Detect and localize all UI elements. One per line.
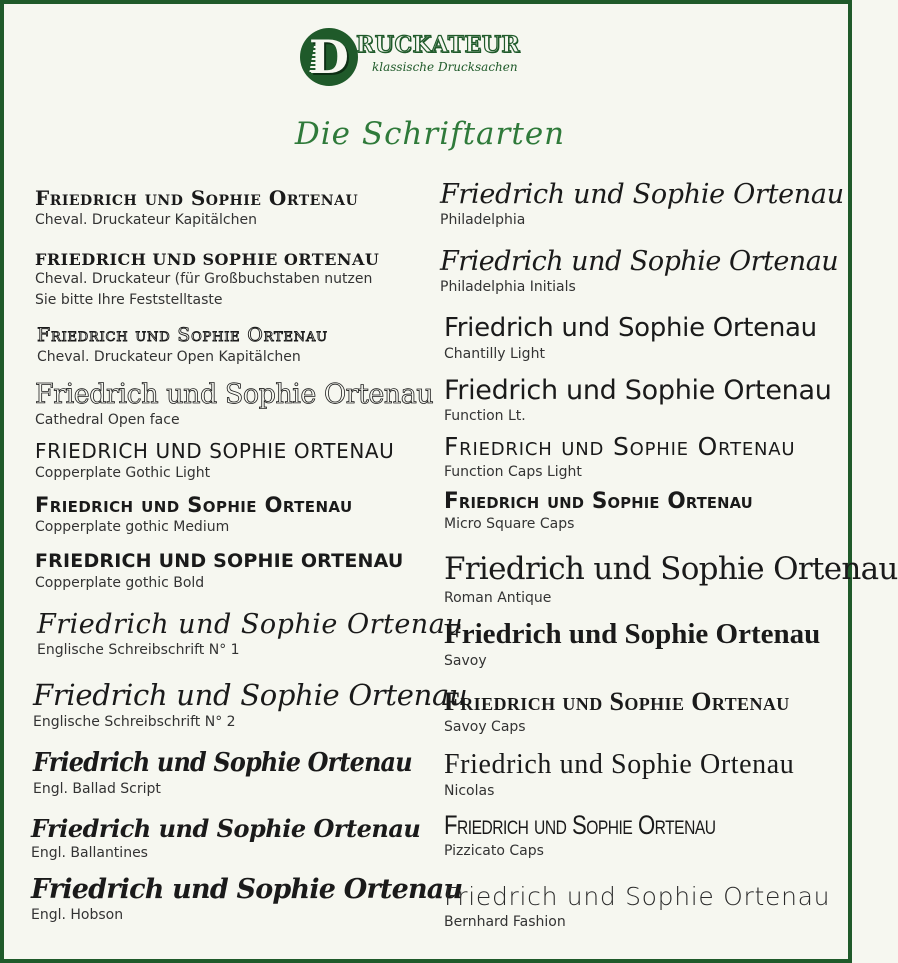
font-name: Nicolas: [444, 783, 495, 800]
font-sample: Friedrich und Sophie Ortenau: [33, 748, 412, 778]
font-specimen: [37, 325, 328, 368]
font-sample: Friedrich und Sophie Ortenau: [444, 810, 716, 840]
logo-tagline: klassische Drucksachen: [372, 60, 518, 74]
font-sample: Friedrich und Sophie Ortenau: [444, 551, 898, 587]
font-sample: Friedrich und Sophie Ortenau: [444, 313, 817, 343]
font-sample: FRIEDRICH UND SOPHIE ORTENAU: [35, 439, 395, 463]
font-name: Philadelphia: [440, 212, 526, 229]
font-specimen: [35, 493, 353, 538]
font-sample: Friedrich und Sophie Ortenau: [440, 246, 839, 277]
font-specimen: [444, 489, 759, 535]
font-sample: Friedrich und Sophie Ortenau: [35, 493, 353, 517]
font-sample: Friedrich und Sophie Ortenau: [35, 379, 434, 410]
font-name: Function Lt.: [444, 408, 526, 425]
font-specimen: [440, 246, 838, 298]
font-name: Micro Square Caps: [444, 516, 575, 533]
font-specimen: [33, 749, 445, 800]
font-name: Cheval. Druckateur Open Kapitälchen: [37, 348, 301, 365]
font-specimen: [440, 179, 844, 231]
font-name: Englische Schreibschrift N° 2: [33, 714, 236, 731]
font-name: Engl. Ballad Script: [33, 780, 161, 797]
font-sample: Friedrich und Sophie Ortenau: [35, 186, 359, 210]
font-sample: Friedrich und Sophie Ortenau: [440, 179, 844, 210]
font-specimen: [33, 679, 467, 733]
font-specimen: [35, 379, 433, 431]
font-specimen: [444, 749, 794, 802]
font-specimen: [444, 810, 775, 862]
font-sample: Friedrich und Sophie Ortenau: [37, 609, 464, 640]
font-note: Sie bitte Ihre Feststelltaste: [35, 292, 223, 309]
font-name: Bernhard Fashion: [444, 913, 566, 930]
logo-initial: D: [309, 30, 349, 84]
font-sample: Friedrich und Sophie Ortenau: [444, 749, 795, 780]
font-sample: Friedrich und Sophie Ortenau: [444, 618, 821, 650]
font-name: Engl. Ballantines: [31, 844, 148, 861]
logo-wordmark: RUCKATEUR: [356, 32, 521, 58]
font-specimen: [37, 609, 463, 661]
font-sample: Friedrich und Sophie Ortenau: [444, 432, 796, 461]
font-name: Copperplate gothic Bold: [35, 574, 205, 591]
font-specimen: [444, 883, 830, 933]
font-name: Engl. Hobson: [31, 907, 124, 924]
font-sample: Friedrich und Sophie Ortenau: [37, 324, 328, 346]
font-specimen: [444, 618, 820, 672]
font-specimen: [35, 551, 404, 594]
font-name: Savoy Caps: [444, 718, 526, 735]
font-name: Englische Schreibschrift N° 1: [37, 642, 240, 659]
font-name: Cathedral Open face: [35, 412, 180, 429]
font-name: Roman Antique: [444, 589, 552, 606]
font-name: Cheval. Druckateur (für Großbuchstaben nutzen: [35, 271, 373, 288]
font-specimen: [444, 314, 817, 365]
font-specimen: [444, 552, 898, 609]
font-specimen: [31, 815, 420, 864]
font-name: Copperplate gothic Medium: [35, 519, 230, 536]
font-sample: Friedrich und Sophie Ortenau: [444, 687, 790, 716]
font-sample: FRIEDRICH UND SOPHIE ORTENAU: [35, 550, 404, 572]
font-name: Function Caps Light: [444, 463, 582, 480]
font-name: Pizzicato Caps: [444, 843, 544, 860]
font-specimen: [35, 440, 394, 484]
font-specimen: [35, 251, 379, 311]
font-specimen: [444, 433, 795, 483]
font-sample: Friedrich und Sophie Ortenau: [444, 375, 832, 406]
font-specimen: [444, 687, 790, 738]
font-sample: Friedrich und Sophie Ortenau: [31, 874, 463, 905]
font-sample: Friedrich und Sophie Ortenau: [444, 882, 831, 911]
font-specimen: [444, 375, 832, 427]
font-name: Savoy: [444, 653, 487, 670]
font-name: Copperplate Gothic Light: [35, 465, 211, 481]
font-sample: FRIEDRICH UND SOPHIE ORTENAU: [35, 250, 380, 269]
font-specimen: [35, 187, 358, 231]
font-name: Chantilly Light: [444, 345, 545, 362]
font-sample: Friedrich und Sophie Ortenau: [444, 489, 753, 514]
font-name: Philadelphia Initials: [440, 279, 576, 296]
font-specimen: [31, 874, 462, 926]
druckateur-logo[interactable]: [300, 26, 570, 88]
page-title: Die Schriftarten: [294, 116, 566, 152]
font-sample: Friedrich und Sophie Ortenau: [31, 814, 421, 843]
font-name: Cheval. Druckateur Kapitälchen: [35, 212, 257, 228]
font-sample: Friedrich und Sophie Ortenau: [33, 678, 468, 712]
